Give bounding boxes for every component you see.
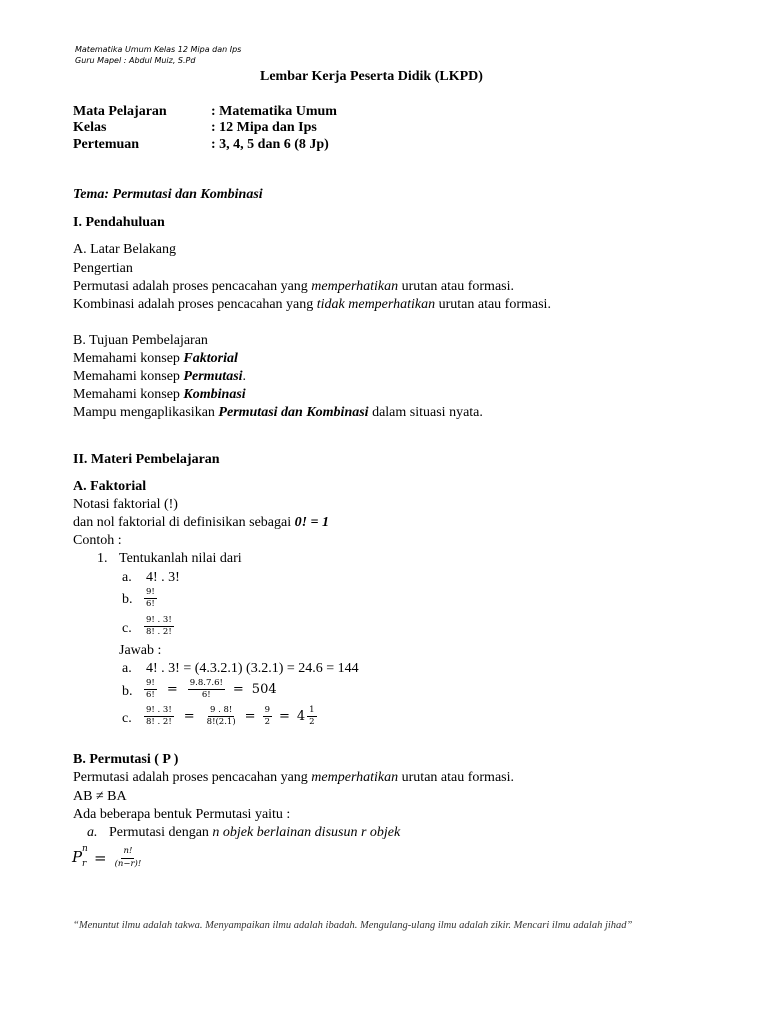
jawab-label: Jawab : — [119, 643, 162, 658]
tujuan-heading: B. Tujuan Pembelajaran — [73, 333, 208, 348]
tujuan-item-3: Memahami konsep Kombinasi — [73, 387, 246, 402]
permutasi-definition-2: Permutasi adalah proses pencacahan yang memperhatikan urutan atau formasi. — [73, 770, 514, 785]
permutasi-type-a-text: Permutasi dengan n objek berlainan disusun r objek — [109, 825, 401, 840]
tujuan-item-2: Memahami konsep Permutasi. — [73, 369, 247, 384]
info-label-pertemuan: Pertemuan — [73, 137, 140, 152]
answer-b-expression: $\frac{9!}{6!}$ = $\frac{9.8.7.6!}{6!}$ = 504 — [146, 678, 277, 701]
section-2-heading: II. Materi Pembelajaran — [73, 452, 220, 467]
footer-quote: “Menuntut ilmu adalah takwa. Menyampaikan ilmu adalah ibadah. Mengulang-ulang ilmu adalah zikir. Mencari ilmu adalah jihad” — [73, 920, 633, 931]
faktorial-heading: A. Faktorial — [73, 479, 147, 494]
permutasi-heading: B. Permutasi ( P ) — [73, 752, 179, 767]
tema-heading: Tema: Permutasi dan Kombinasi — [73, 187, 263, 202]
info-value-mapel: : Matematika Umum — [211, 104, 337, 119]
question-a-label: a. — [122, 570, 132, 585]
page-title: Lembar Kerja Peserta Didik (LKPD) — [260, 69, 483, 84]
info-value-kelas: : 12 Mipa dan Ips — [211, 120, 317, 135]
kombinasi-definition: Kombinasi adalah proses pencacahan yang tidak memperhatikan urutan atau formasi. — [73, 297, 551, 312]
tujuan-item-1: Memahami konsep Faktorial — [73, 351, 238, 366]
answer-c-label: c. — [122, 711, 132, 726]
permutasi-formula: P n r = $\frac{n!}{(n-r)!}$ — [72, 844, 142, 869]
question-b-fraction: $\frac{9!}{6!}$ — [146, 587, 155, 610]
info-label-mapel: Mata Pelajaran — [73, 104, 167, 119]
answer-a-label: a. — [122, 661, 132, 676]
answer-b-label: b. — [122, 684, 133, 699]
pengertian-label: Pengertian — [73, 261, 133, 276]
question-c-fraction: $\frac{9! . 3!}{8! . 2!}$ — [146, 615, 172, 638]
question-c-label: c. — [122, 621, 132, 636]
section-1-heading: I. Pendahuluan — [73, 215, 165, 230]
question-number: 1. — [97, 551, 108, 566]
tujuan-item-4: Mampu mengaplikasikan Permutasi dan Kombinasi dalam situasi nyata. — [73, 405, 483, 420]
bentuk-permutasi-intro: Ada beberapa bentuk Permutasi yaitu : — [73, 807, 291, 822]
question-b-label: b. — [122, 592, 133, 607]
ab-not-equal-ba: AB ≠ BA — [73, 789, 127, 804]
answer-c-expression: $\frac{9! . 3!}{8! . 2!}$ = $\frac{9 . 8!}{8!(2.1)}$ = $\frac{9}{2}$ = 4 $\frac{1}{2}$ — [146, 705, 315, 728]
question-text: Tentukanlah nilai dari — [119, 551, 242, 566]
permutasi-definition: Permutasi adalah proses pencacahan yang memperhatikan urutan atau formasi. — [73, 279, 514, 294]
contoh-label: Contoh : — [73, 533, 122, 548]
info-label-kelas: Kelas — [73, 120, 107, 135]
answer-a-expression: 4! . 3! = (4.3.2.1) (3.2.1) = 24.6 = 144 — [146, 661, 359, 676]
header-line-teacher: Guru Mapel : Abdul Muiz, S.Pd — [75, 56, 196, 65]
nol-faktorial: dan nol faktorial di definisikan sebagai 0! = 1 — [73, 515, 330, 530]
info-value-pertemuan: : 3, 4, 5 dan 6 (8 Jp) — [211, 137, 329, 152]
notasi-faktorial: Notasi faktorial (!) — [73, 497, 178, 512]
question-a-expression: 4! . 3! — [146, 570, 180, 585]
permutasi-type-a-label: a. — [87, 825, 98, 840]
latar-belakang-heading: A. Latar Belakang — [73, 242, 177, 257]
header-line-subject: Matematika Umum Kelas 12 Mipa dan Ips — [75, 45, 242, 54]
